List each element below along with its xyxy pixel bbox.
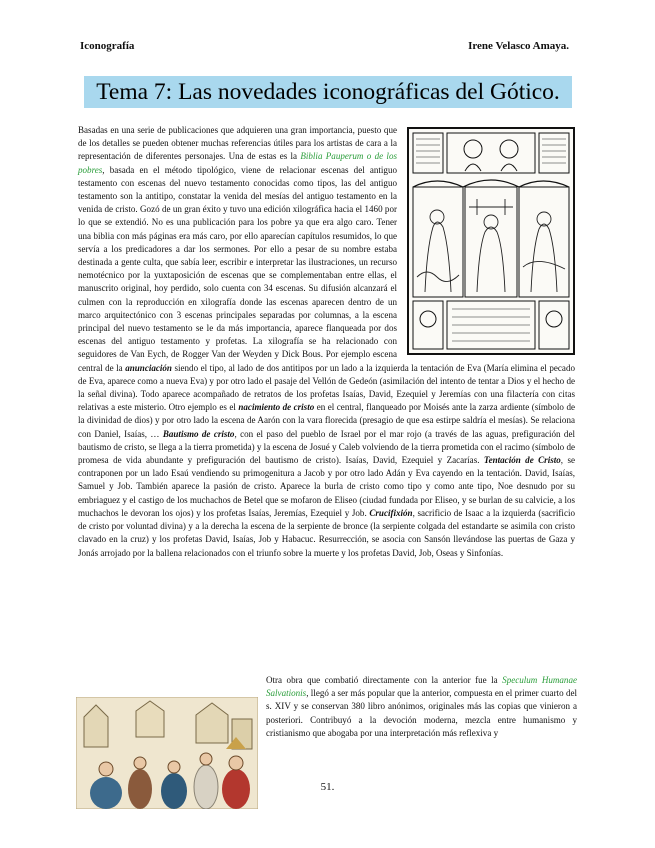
speculum-text [266, 674, 577, 740]
text-run-1: Basadas en una serie de publicaciones que adquieren una gran importancia, puesto que de los detalles se pueden obtener muchas referencias útiles para los artistas de cara a la representación de diferentes personajes. Una de estas es la [78, 125, 397, 162]
page-number: 51. [320, 781, 335, 793]
text-run-7: , sacrificio de Isaac a la izquierda (sacrificio de cristo por voluntad divina) y a la derecha la escena de la serpiente de bronce (la serpiente colgada del estandarte se asimila con cristo clavado en la cruz) y los profetas David, Isaías, Job y Habacuc. Resurrección, se asocia con Sansón llevándose las puertas de Gaza y Jonás arrojado por la ballena relacionados con el triunfo sobre la muerte y los profetas David, Job, Oseas y Sinfonías. [78, 507, 575, 558]
text-run-4: en el central, flanqueado por Moisés ante la zarza ardiente (símbolo de la divinidad de dios) y por otro lado la escena de Aarón con la vara florecida (presagio de que esa estirpe saldría el mesías). Se relaciona con Daniel, Isaías, … [78, 402, 575, 439]
main-text [78, 124, 575, 560]
tentacion-term: Tentación de Cristo [483, 455, 561, 466]
header-course: Iconografía [80, 40, 135, 52]
text-run-5: , con el paso del pueblo de Israel por el mar rojo (a través de las aguas, prefiguración del bautismo de cristo, se llega a la tierra prometida) y la escena de Josué y Caleb volviendo de la tierra prometida con el racimo (símbolo de promesa de vida abundante y prefiguración del bautismo de cristo). Isaías, David, Ezequiel y Zacarías. [78, 428, 575, 466]
speculum-term: Speculum Humanae Salvationis [266, 675, 577, 699]
header-author: Irene Velasco Amaya. [468, 40, 569, 52]
text-run-6: , se contraponen por un lado Esaú vendiendo su primogenitura a Jacob y por otro lado Adán y Eva cayendo en la tentación. David, Isaías, Samuel y Job. También aparece la pasión de cristo. Aparece la burla de cristo como tipo y como ante tipo, Noe desnudo por su embriaguez y el castigo de los muchachos de Betel que se mofaron de Eliseo (ciudad fundada por Eliseo, y se burlan de su calvicie, a los muchachos le devoran los ojos) y los profetas Isaías, Jeremías, Ezequiel y Job. [78, 455, 575, 518]
page-title: Tema 7: Las novedades iconográficas del Gótico. [96, 79, 560, 105]
crucifixion-term: Crucifixión [369, 507, 413, 518]
bottom-run-1: Otra obra que combatió directamente con la anterior fue la [266, 675, 503, 685]
text-run-2: , basada en el método tipológico, viene de relacionar escenas del antiguo testamento con escenas del nuevo testamento conocidas como tipos, las del antiguo testamento son la antitipo, constatar la venida del mesías del antiguo testamento en la venida de cristo. Gozó de un gran éxito y tuvo una edición xilográfica hacia el 1460 por lo que se extendió. No es una publicación para los pobre ya que era algo caro. Tener una biblia con más páginas era más caro, por ello aparecían capítulos resumidos, lo que servía a los predicadores a dar los sermones. Por ello a pesar de su nombre estaba destinada a gente culta, que sabía leer, escribir e interpretar las ilustraciones, un recurso nemotécnico por la yuxtaposición de escenas que se complementaban entre ellas, el manuscrito original, hoy perdido, solo cuenta con 34 escenas. Su difusión alcanzará el culmen con la reproducción en xilografía donde las escenas aparecen dentro de un marco arquitectónico con 3 escenas principales separadas por columnas, a la escena principal del nuevo testamento se le da más importancia, aparece flanqueada por dos escenas del antiguo testamento y profetas. La xilografía se ha relacionado con seguidores de Van Eych, de Rogger Van der Weyden y Dick Bous. Por ejemplo escena central de la [78, 164, 397, 373]
text-run-3: siendo el tipo, al lado de dos antitipos por un lado a la izquierda la tentación de Eva (María elimina el pecado de Eva, aparece como a nueva Eva) y por otro lado el pasaje del Vellón de Gedeón (asimilación del intento de tentar a Dios y el hecho de la señal divina). Todo aparece acompañado de retratos de los profetas Isaías, David, Ezequiel y Jeremías con una filactería con citas relativas a este misterio. Otro ejemplo es el [78, 362, 575, 413]
bottom-run-2: , llegó a ser más popular que la anterior, compuesta en el primer cuarto del s. XIV y se conservan 380 libro anónimos, originales más las copias que vinieron a posteriori. Contribuyó a la devoción moderna, mezcla entre humanismo y cristianismo que abogaba por una interpretación más reflexiva y [266, 688, 577, 738]
biblia-pauperum-term: Biblia Pauperum o de los pobres [78, 151, 397, 175]
title-band [84, 76, 572, 108]
nacimiento-term: nacimiento de cristo [238, 402, 315, 413]
biblia-pauperum-woodcut-image [407, 127, 575, 355]
bautismo-term: Bautismo de cristo [162, 428, 235, 439]
speculum-paragraph [266, 674, 577, 740]
anunciacion-term: anunciación [125, 362, 172, 373]
